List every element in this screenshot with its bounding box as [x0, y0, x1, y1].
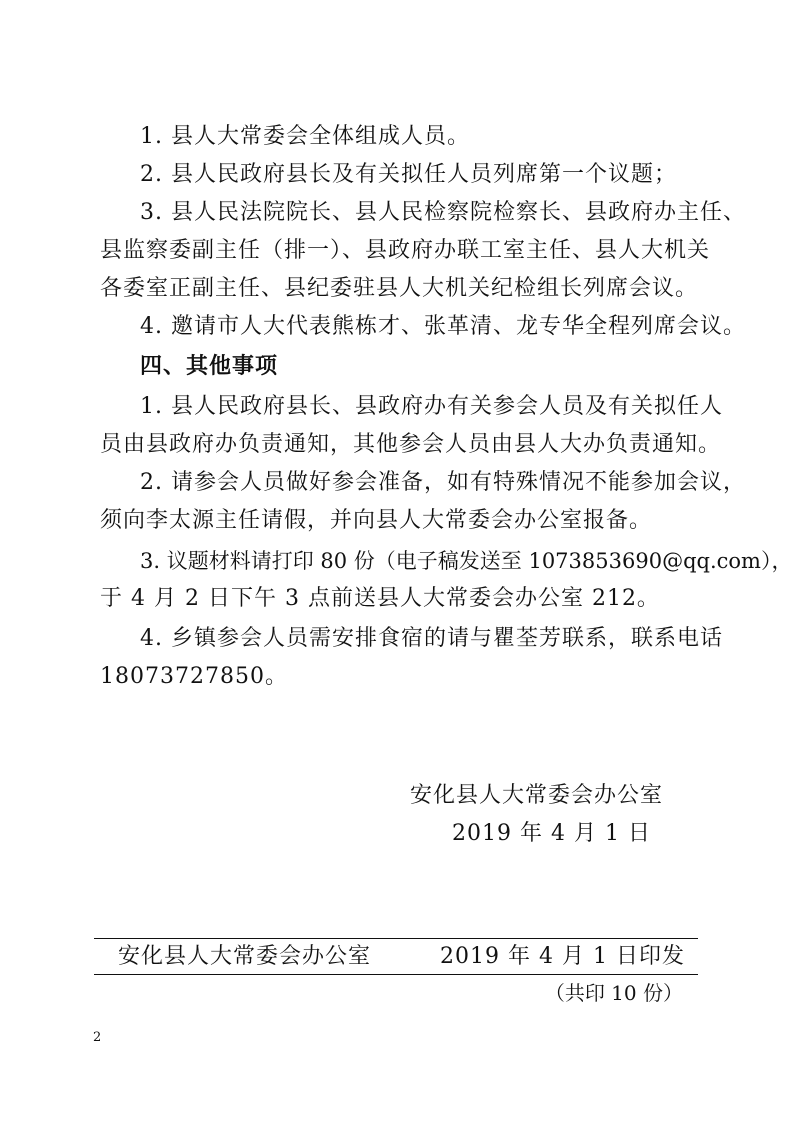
signature-date: 2019 年 4 月 1 日 [452, 821, 651, 846]
footer-issue-date: 2019 年 4 月 1 日印发 [440, 944, 685, 969]
footer-issuer: 安化县人大常委会办公室 [118, 944, 372, 969]
matter-item-4-line-1: 4. 乡镇参会人员需安排食宿的请与瞿荃芳联系，联系电话 [140, 626, 723, 651]
attendee-item-1: 1. 县人大常委会全体组成人员。 [140, 124, 470, 149]
matter-item-1-line-2: 员由县政府办负责通知，其他参会人员由县人大办负责通知。 [100, 432, 722, 457]
page-number: 2 [93, 1030, 102, 1045]
matter-item-1-line-1: 1. 县人民政府县长、县政府办有关参会人员及有关拟任人 [140, 394, 723, 419]
matter-item-2-line-1: 2. 请参会人员做好参会准备，如有特殊情况不能参加会议， [140, 470, 746, 495]
footer-top-rule [94, 938, 698, 939]
signature-org: 安化县人大常委会办公室 [410, 783, 664, 808]
attendee-item-2: 2. 县人民政府县长及有关拟任人员列席第一个议题； [140, 162, 677, 187]
attendee-item-3-line-3: 各委室正副主任、县纪委驻县人大机关纪检组长列席会议。 [100, 276, 699, 301]
matter-item-4-line-2: 18073727850。 [100, 664, 288, 689]
attendee-item-3-line-1: 3. 县人民法院院长、县人民检察院检察长、县政府办主任、 [140, 200, 746, 225]
attendee-item-3-line-2: 县监察委副主任（排一）、县政府办联工室主任、县人大机关 [100, 238, 711, 263]
footer-copies: （共印 10 份） [544, 981, 683, 1005]
section-heading-other-matters: 四、其他事项 [140, 354, 279, 379]
footer-bottom-rule [94, 974, 698, 975]
matter-item-3-line-2: 于 4 月 2 日下午 3 点前送县人大常委会办公室 212。 [100, 586, 660, 611]
matter-item-3-line-1: 3. 议题材料请打印 80 份（电子稿发送至 1073853690@qq.com）， [140, 549, 793, 573]
matter-item-2-line-2: 须向李太源主任请假，并向县人大常委会办公室报备。 [100, 508, 653, 533]
attendee-item-4: 4. 邀请市人大代表熊栋才、张革清、龙专华全程列席会议。 [140, 314, 746, 339]
